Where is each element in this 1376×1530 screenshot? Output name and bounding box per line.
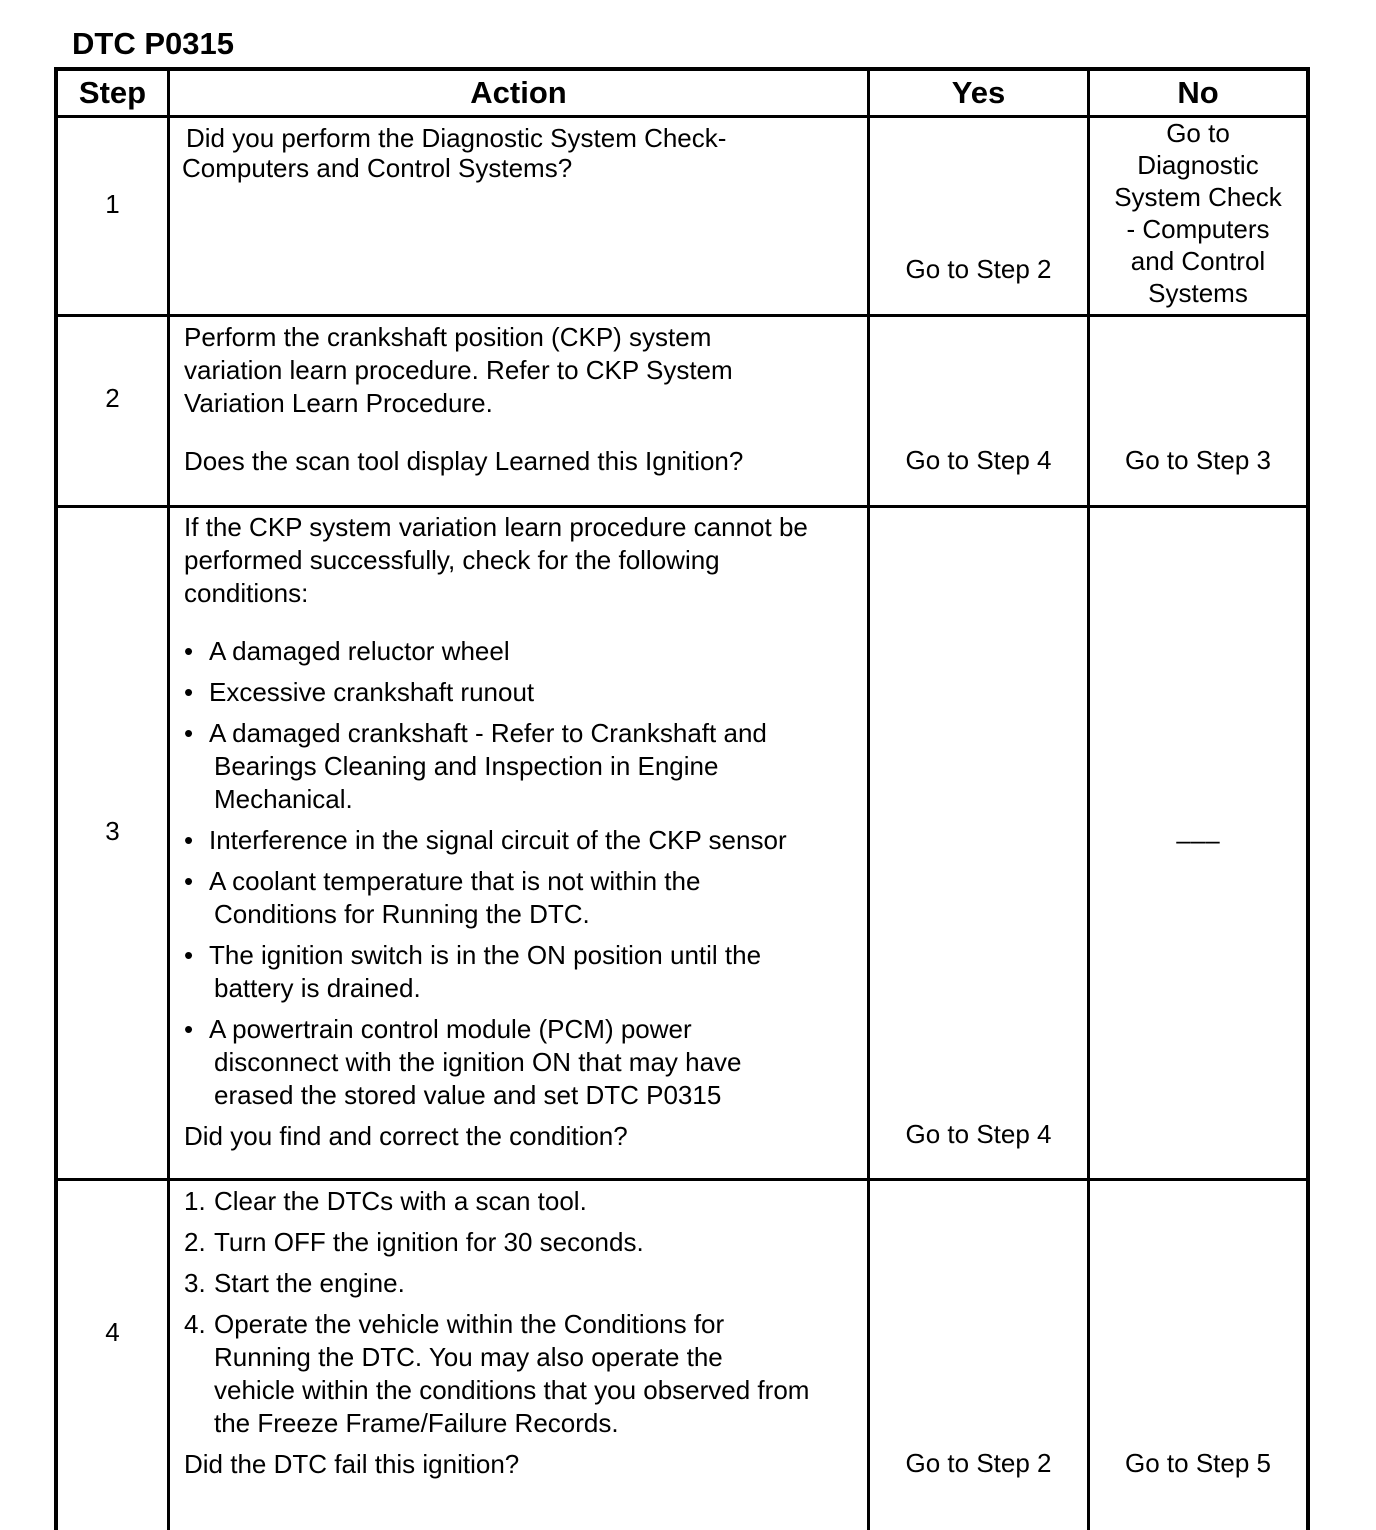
list-item-text: Start the engine.	[214, 1268, 405, 1298]
no-action: Go to Step 5	[1125, 1448, 1271, 1478]
row-divider	[54, 314, 1310, 317]
list-item-text: Bearings Cleaning and Inspection in Engine	[214, 751, 719, 781]
list-item-text: battery is drained.	[214, 973, 421, 1003]
list-item	[184, 1013, 864, 1112]
bullet-icon: •	[184, 866, 194, 896]
step-index: 4.	[184, 1309, 206, 1339]
action-question: Does the scan tool display Learned this Ignition?	[184, 446, 744, 476]
step-index: 1.	[184, 1186, 206, 1216]
action-text	[184, 1185, 864, 1481]
column-divider	[167, 67, 170, 1530]
document-title: DTC P0315	[72, 26, 234, 61]
list-item	[184, 676, 864, 709]
row-divider	[54, 505, 1310, 508]
action-line: Did you perform the Diagnostic System Check-	[186, 123, 727, 153]
list-item	[184, 635, 864, 668]
action-line: Variation Learn Procedure.	[184, 388, 493, 418]
table-border-right	[1306, 67, 1310, 1530]
list-item-text: Mechanical.	[214, 784, 353, 814]
list-item-text: vehicle within the conditions that you observed from	[214, 1375, 810, 1405]
action-question: Did you find and correct the condition?	[184, 1121, 628, 1151]
list-item-text: Excessive crankshaft runout	[209, 677, 535, 707]
step-number: 3	[105, 816, 120, 846]
list-item-text: A coolant temperature that is not within the	[209, 866, 701, 896]
list-item-text: The ignition switch is in the ON position until the	[209, 940, 762, 970]
no-line: Go to	[1166, 118, 1230, 148]
list-item-text: the Freeze Frame/Failure Records.	[214, 1408, 619, 1438]
yes-action: Go to Step 4	[905, 1119, 1052, 1149]
action-line: If the CKP system variation learn procedure cannot be	[184, 512, 808, 542]
bullet-icon: •	[184, 825, 194, 855]
list-item-text: A powertrain control module (PCM) power	[209, 1014, 692, 1044]
action-line: Perform the crankshaft position (CKP) system	[184, 322, 712, 352]
list-item-text: Conditions for Running the DTC.	[214, 899, 590, 929]
no-line: Diagnostic	[1137, 150, 1259, 180]
step-index: 3.	[184, 1268, 206, 1298]
bullet-icon: •	[184, 636, 194, 666]
bullet-icon: •	[184, 677, 194, 707]
list-item-text: A damaged reluctor wheel	[209, 636, 510, 666]
list-item-text: Interference in the signal circuit of the CKP sensor	[209, 825, 787, 855]
no-action: Go to Step 3	[1125, 445, 1271, 475]
step-number: 4	[105, 1317, 120, 1347]
list-item-text: A damaged crankshaft - Refer to Crankshaft and	[209, 718, 767, 748]
no-line: System Check	[1114, 182, 1282, 212]
action-line: Computers and Control Systems?	[182, 153, 573, 183]
column-divider	[867, 67, 870, 1530]
action-text	[184, 511, 864, 1153]
action-line: conditions:	[184, 578, 309, 608]
list-item	[184, 865, 864, 931]
list-item-text: Operate the vehicle within the Conditions for	[214, 1309, 725, 1339]
yes-action: Go to Step 2	[905, 1448, 1052, 1478]
table-border-left	[54, 67, 58, 1530]
bullet-icon: •	[184, 1014, 194, 1044]
action-line: performed successfully, check for the following	[184, 545, 720, 575]
list-item	[184, 717, 864, 816]
conditions-list	[184, 635, 864, 1112]
step-index: 2.	[184, 1227, 206, 1257]
list-item-text: erased the stored value and set DTC P0315	[214, 1080, 722, 1110]
header-action: Action	[470, 75, 567, 110]
bullet-icon: •	[184, 940, 194, 970]
no-action: –––	[1176, 825, 1220, 855]
list-item-text: Running the DTC. You may also operate the	[214, 1342, 723, 1372]
action-line: variation learn procedure. Refer to CKP System	[184, 355, 733, 385]
list-item	[184, 1185, 864, 1218]
list-item	[184, 939, 864, 1005]
list-item	[184, 1267, 864, 1300]
list-item	[184, 1308, 864, 1440]
yes-action: Go to Step 4	[905, 445, 1052, 475]
header-step: Step	[78, 75, 147, 110]
no-action	[1090, 117, 1306, 309]
action-text	[182, 122, 862, 185]
step-number: 2	[105, 383, 120, 413]
list-item	[184, 1226, 864, 1259]
bullet-icon: •	[184, 718, 194, 748]
no-line: Systems	[1148, 278, 1248, 308]
row-divider	[54, 1178, 1310, 1181]
list-item-text: disconnect with the ignition ON that may have	[214, 1047, 742, 1077]
action-text	[184, 321, 864, 478]
list-item-text: Turn OFF the ignition for 30 seconds.	[214, 1227, 644, 1257]
no-line: and Control	[1130, 246, 1266, 276]
step-number: 1	[105, 189, 120, 219]
list-item-text: Clear the DTCs with a scan tool.	[214, 1186, 587, 1216]
header-yes: Yes	[951, 75, 1006, 110]
list-item	[184, 824, 864, 857]
action-question: Did the DTC fail this ignition?	[184, 1449, 520, 1479]
header-no: No	[1177, 75, 1219, 110]
yes-action: Go to Step 2	[905, 254, 1052, 284]
no-line: - Computers	[1126, 214, 1270, 244]
